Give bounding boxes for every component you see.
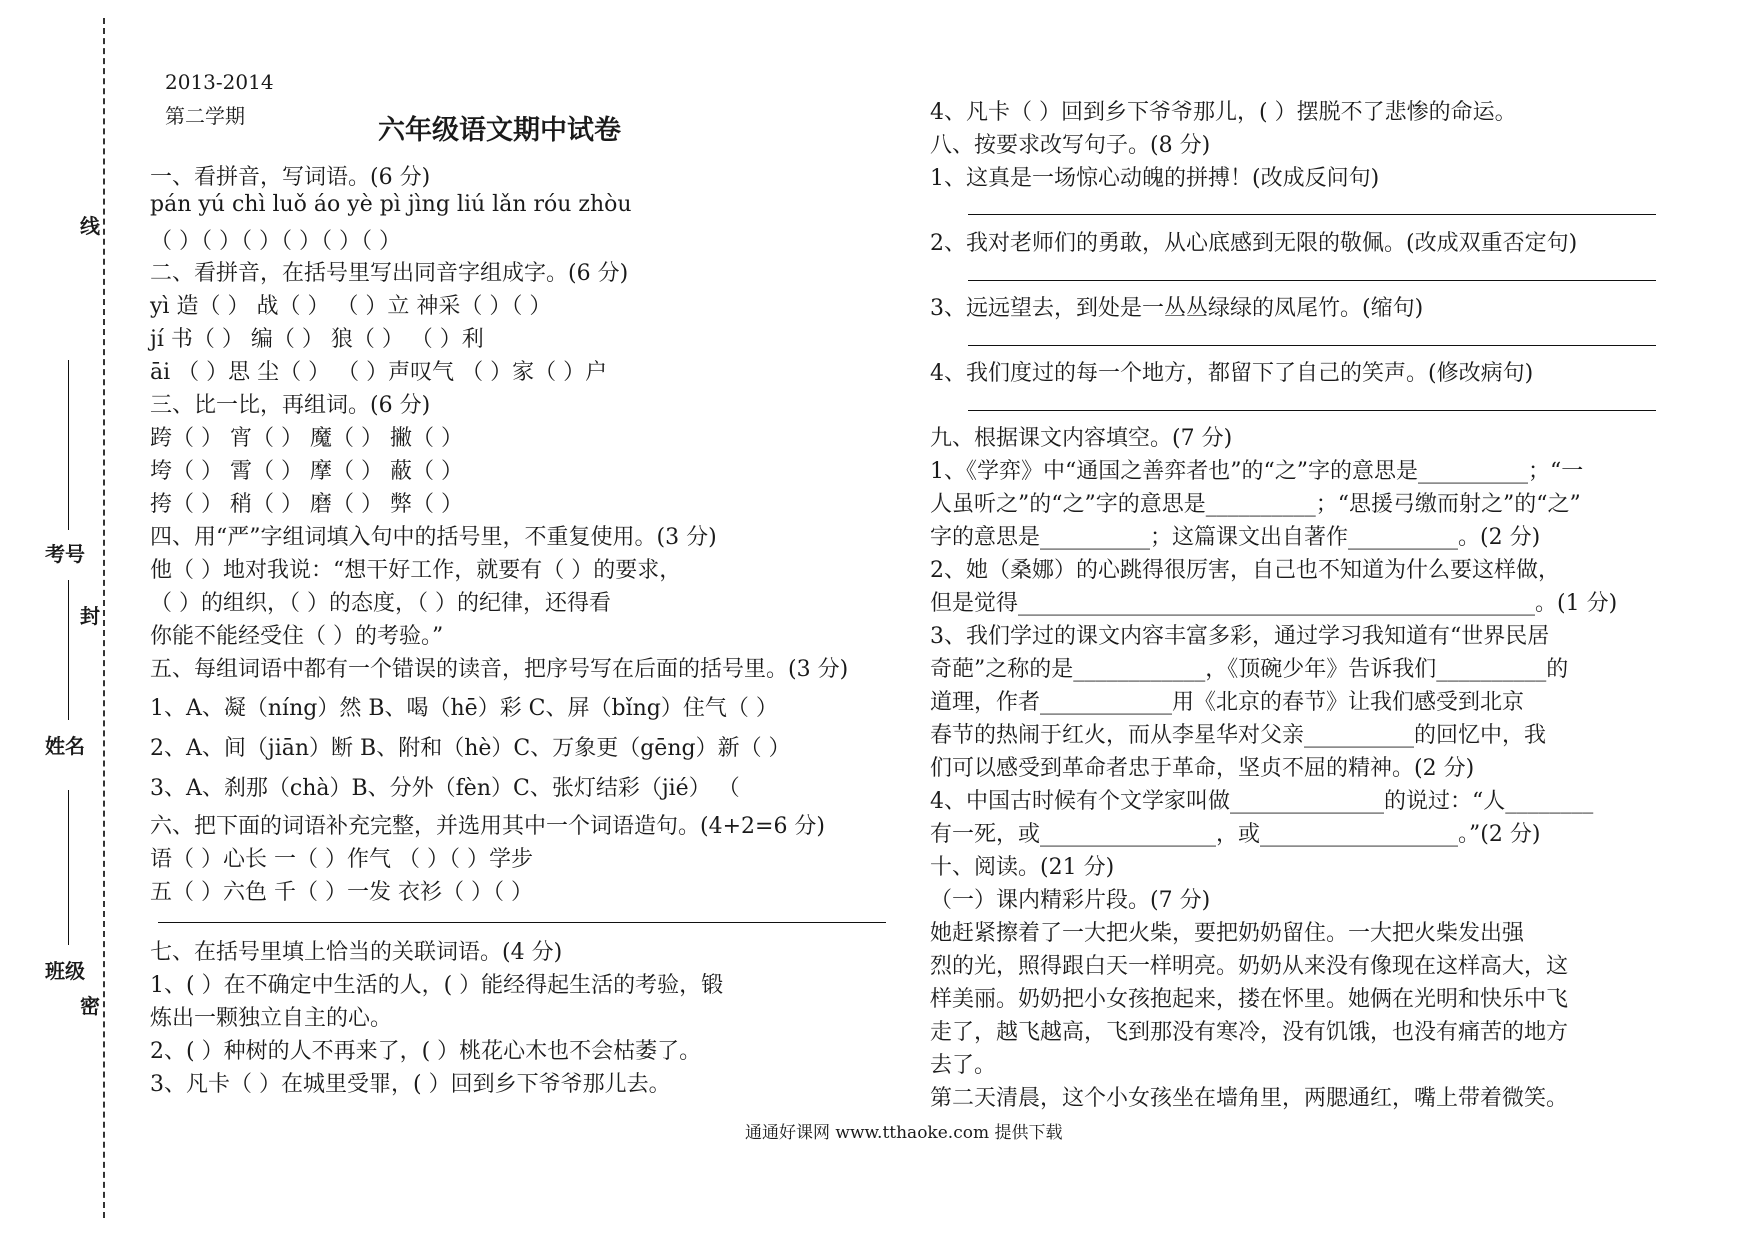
q4-line-3[interactable]: 你能不能经受住（ ）的考验。” (150, 624, 444, 649)
q9-item-1-c[interactable]: 字的意思是__________；这篇课文出自著作__________。(2 分) (930, 525, 1541, 550)
binding-dashed-line (103, 18, 105, 1218)
q2-row-1[interactable]: yì 造（ ） 战（ ） （ ）立 神采（ ）（ ） (150, 294, 552, 319)
passage-line-4: 走了，越飞越高，飞到那没有寒冷，没有饥饿，也没有痛苦的地方 (930, 1020, 1569, 1045)
q5-item-2[interactable]: 2、A、间（jiān）断 B、附和（hè）C、万象更（gēng）新（ ） (150, 736, 791, 761)
q4-heading: 四、用“严”字组词填入句中的括号里，不重复使用。(3 分) (150, 525, 717, 550)
q1-blanks[interactable]: （ ）（ ）（ ）（ ）（ ）（ ） (150, 229, 401, 254)
q6-answer-line[interactable] (158, 922, 886, 923)
banji-line (68, 790, 69, 945)
q9-item-4-b[interactable]: 有一死，或________________，或__________________。”(2 分) (930, 822, 1541, 847)
q6-row-1[interactable]: 语（ ）心长 一（ ）作气 （ ）（ ）学步 (150, 847, 533, 872)
q8-answer-line-2[interactable] (968, 280, 1656, 281)
q5-heading: 五、每组词语中都有一个错误的读音，把序号写在后面的括号里。(3 分) (150, 657, 849, 682)
page-title: 六年级语文期中试卷 (378, 115, 621, 146)
q2-row-3[interactable]: āi （ ）思 尘（ ） （ ）声叹气 （ ）家（ ）户 (150, 360, 608, 385)
q5-item-1[interactable]: 1、A、凝（níng）然 B、喝（hē）彩 C、屏（bǐng）住气（ ） (150, 696, 778, 721)
q9-item-3-a: 3、我们学过的课文内容丰富多彩，通过学习我知道有“世界民居 (930, 624, 1550, 649)
binding-label-mi: 密 (80, 994, 100, 1018)
q4-line-1[interactable]: 他（ ）地对我说：“想干好工作，就要有（ ）的要求， (150, 558, 682, 583)
q9-heading: 九、根据课文内容填空。(7 分) (930, 426, 1233, 451)
q2-heading: 二、看拼音，在括号里写出同音字组成字。(6 分) (150, 261, 629, 286)
binding-label-kaohao: 考号 (45, 542, 85, 566)
q8-answer-line-3[interactable] (968, 345, 1656, 346)
q8-item-3: 3、远远望去，到处是一丛丛绿绿的凤尾竹。(缩句) (930, 296, 1424, 321)
binding-label-feng: 封 (80, 604, 100, 628)
q9-item-2-b[interactable]: 但是觉得_______________________________________________。(1 分) (930, 591, 1618, 616)
q6-heading: 六、把下面的词语补充完整，并选用其中一个词语造句。(4+2=6 分) (150, 814, 826, 839)
q1-pinyin: pán yú chì luǒ áo yè pì jìng liú lǎn róu zhòu (150, 192, 632, 217)
q8-answer-line-1[interactable] (968, 214, 1656, 215)
q7-item-2[interactable]: 2、( ）种树的人不再来了，( ）桃花心木也不会枯萎了。 (150, 1039, 702, 1064)
school-year: 2013-2014 (165, 70, 274, 94)
q7-item-4[interactable]: 4、凡卡（ ）回到乡下爷爷那儿，( ）摆脱不了悲惨的命运。 (930, 100, 1517, 125)
q8-answer-line-4[interactable] (968, 410, 1656, 411)
kaohao-line (68, 360, 69, 530)
q9-item-2-a: 2、她（桑娜）的心跳得很厉害，自己也不知道为什么要这样做， (930, 558, 1560, 583)
q7-item-1[interactable]: 1、( ）在不确定中生活的人，( ）能经得起生活的考验，锻 (150, 973, 724, 998)
q9-item-4-a[interactable]: 4、中国古时候有个文学家叫做______________的说过：“人________ (930, 789, 1594, 814)
q9-item-1-a[interactable]: 1、《学弈》中“通国之善弈者也”的“之”字的意思是__________；“一 (930, 459, 1584, 484)
passage-line-2: 烈的光，照得跟白天一样明亮。奶奶从来没有像现在这样高大，这 (930, 954, 1569, 979)
footer-source: 通通好课网 www.tthaoke.com 提供下载 (745, 1123, 1063, 1143)
q8-item-2: 2、我对老师们的勇敢，从心底感到无限的敬佩。(改成双重否定句) (930, 231, 1578, 256)
q8-item-4: 4、我们度过的每一个地方，都留下了自己的笑声。(修改病句) (930, 361, 1534, 386)
q3-row-1[interactable]: 跨（ ） 宵（ ） 魔（ ） 撇（ ） (150, 426, 463, 451)
q1-heading: 一、看拼音，写词语。(6 分) (150, 165, 431, 190)
binding-label-xian: 线 (80, 214, 100, 238)
q9-item-3-e: 们可以感受到革命者忠于革命，坚贞不屈的精神。(2 分) (930, 756, 1475, 781)
passage-line-6: 第二天清晨，这个小女孩坐在墙角里，两腮通红，嘴上带着微笑。 (930, 1086, 1569, 1111)
q7-heading: 七、在括号里填上恰当的关联词语。(4 分) (150, 940, 563, 965)
xingming-line (68, 580, 69, 720)
passage-line-3: 样美丽。奶奶把小女孩抱起来，搂在怀里。她俩在光明和快乐中飞 (930, 987, 1569, 1012)
q9-item-3-d[interactable]: 春节的热闹于红火，而从李星华对父亲__________的回忆中，我 (930, 723, 1547, 748)
passage-line-1: 她赶紧擦着了一大把火柴，要把奶奶留住。一大把火柴发出强 (930, 921, 1525, 946)
q2-row-2[interactable]: jí 书（ ） 编（ ） 狼（ ） （ ）利 (150, 327, 484, 352)
q8-item-1: 1、这真是一场惊心动魄的拼搏！(改成反问句) (930, 166, 1380, 191)
q5-item-3[interactable]: 3、A、刹那（chà）B、分外（fèn）C、张灯结彩（jié） （ (150, 776, 740, 801)
q9-item-1-b[interactable]: 人虽听之”的“之”字的意思是__________；“思援弓缴而射之”的“之” (930, 492, 1581, 517)
passage-line-5: 去了。 (930, 1053, 997, 1078)
q9-item-3-c[interactable]: 道理，作者____________用《北京的春节》让我们感受到北京 (930, 690, 1525, 715)
term: 第二学期 (165, 104, 245, 128)
binding-label-xingming: 姓名 (45, 734, 85, 758)
q4-line-2[interactable]: （ ）的组织，（ ）的态度，（ ）的纪律，还得看 (150, 591, 611, 616)
q7-item-3[interactable]: 3、凡卡（ ）在城里受罪，( ）回到乡下爷爷那儿去。 (150, 1072, 671, 1097)
q9-item-3-b[interactable]: 奇葩”之称的是____________，《顶碗少年》告诉我们__________的 (930, 657, 1569, 682)
binding-label-banji: 班级 (45, 959, 85, 983)
q3-row-3[interactable]: 挎（ ） 稍（ ） 磨（ ） 弊（ ） (150, 492, 463, 517)
q7-item-1-cont: 炼出一颗独立自主的心。 (150, 1006, 393, 1031)
q10-section-1-heading: （一）课内精彩片段。(7 分) (930, 888, 1211, 913)
q10-heading: 十、阅读。(21 分) (930, 855, 1115, 880)
q3-row-2[interactable]: 垮（ ） 霄（ ） 摩（ ） 蔽（ ） (150, 459, 463, 484)
q8-heading: 八、按要求改写句子。(8 分) (930, 133, 1211, 158)
q6-row-2[interactable]: 五（ ）六色 千（ ）一发 衣衫（ ）（ ） (150, 880, 533, 905)
q3-heading: 三、比一比，再组词。(6 分) (150, 393, 431, 418)
